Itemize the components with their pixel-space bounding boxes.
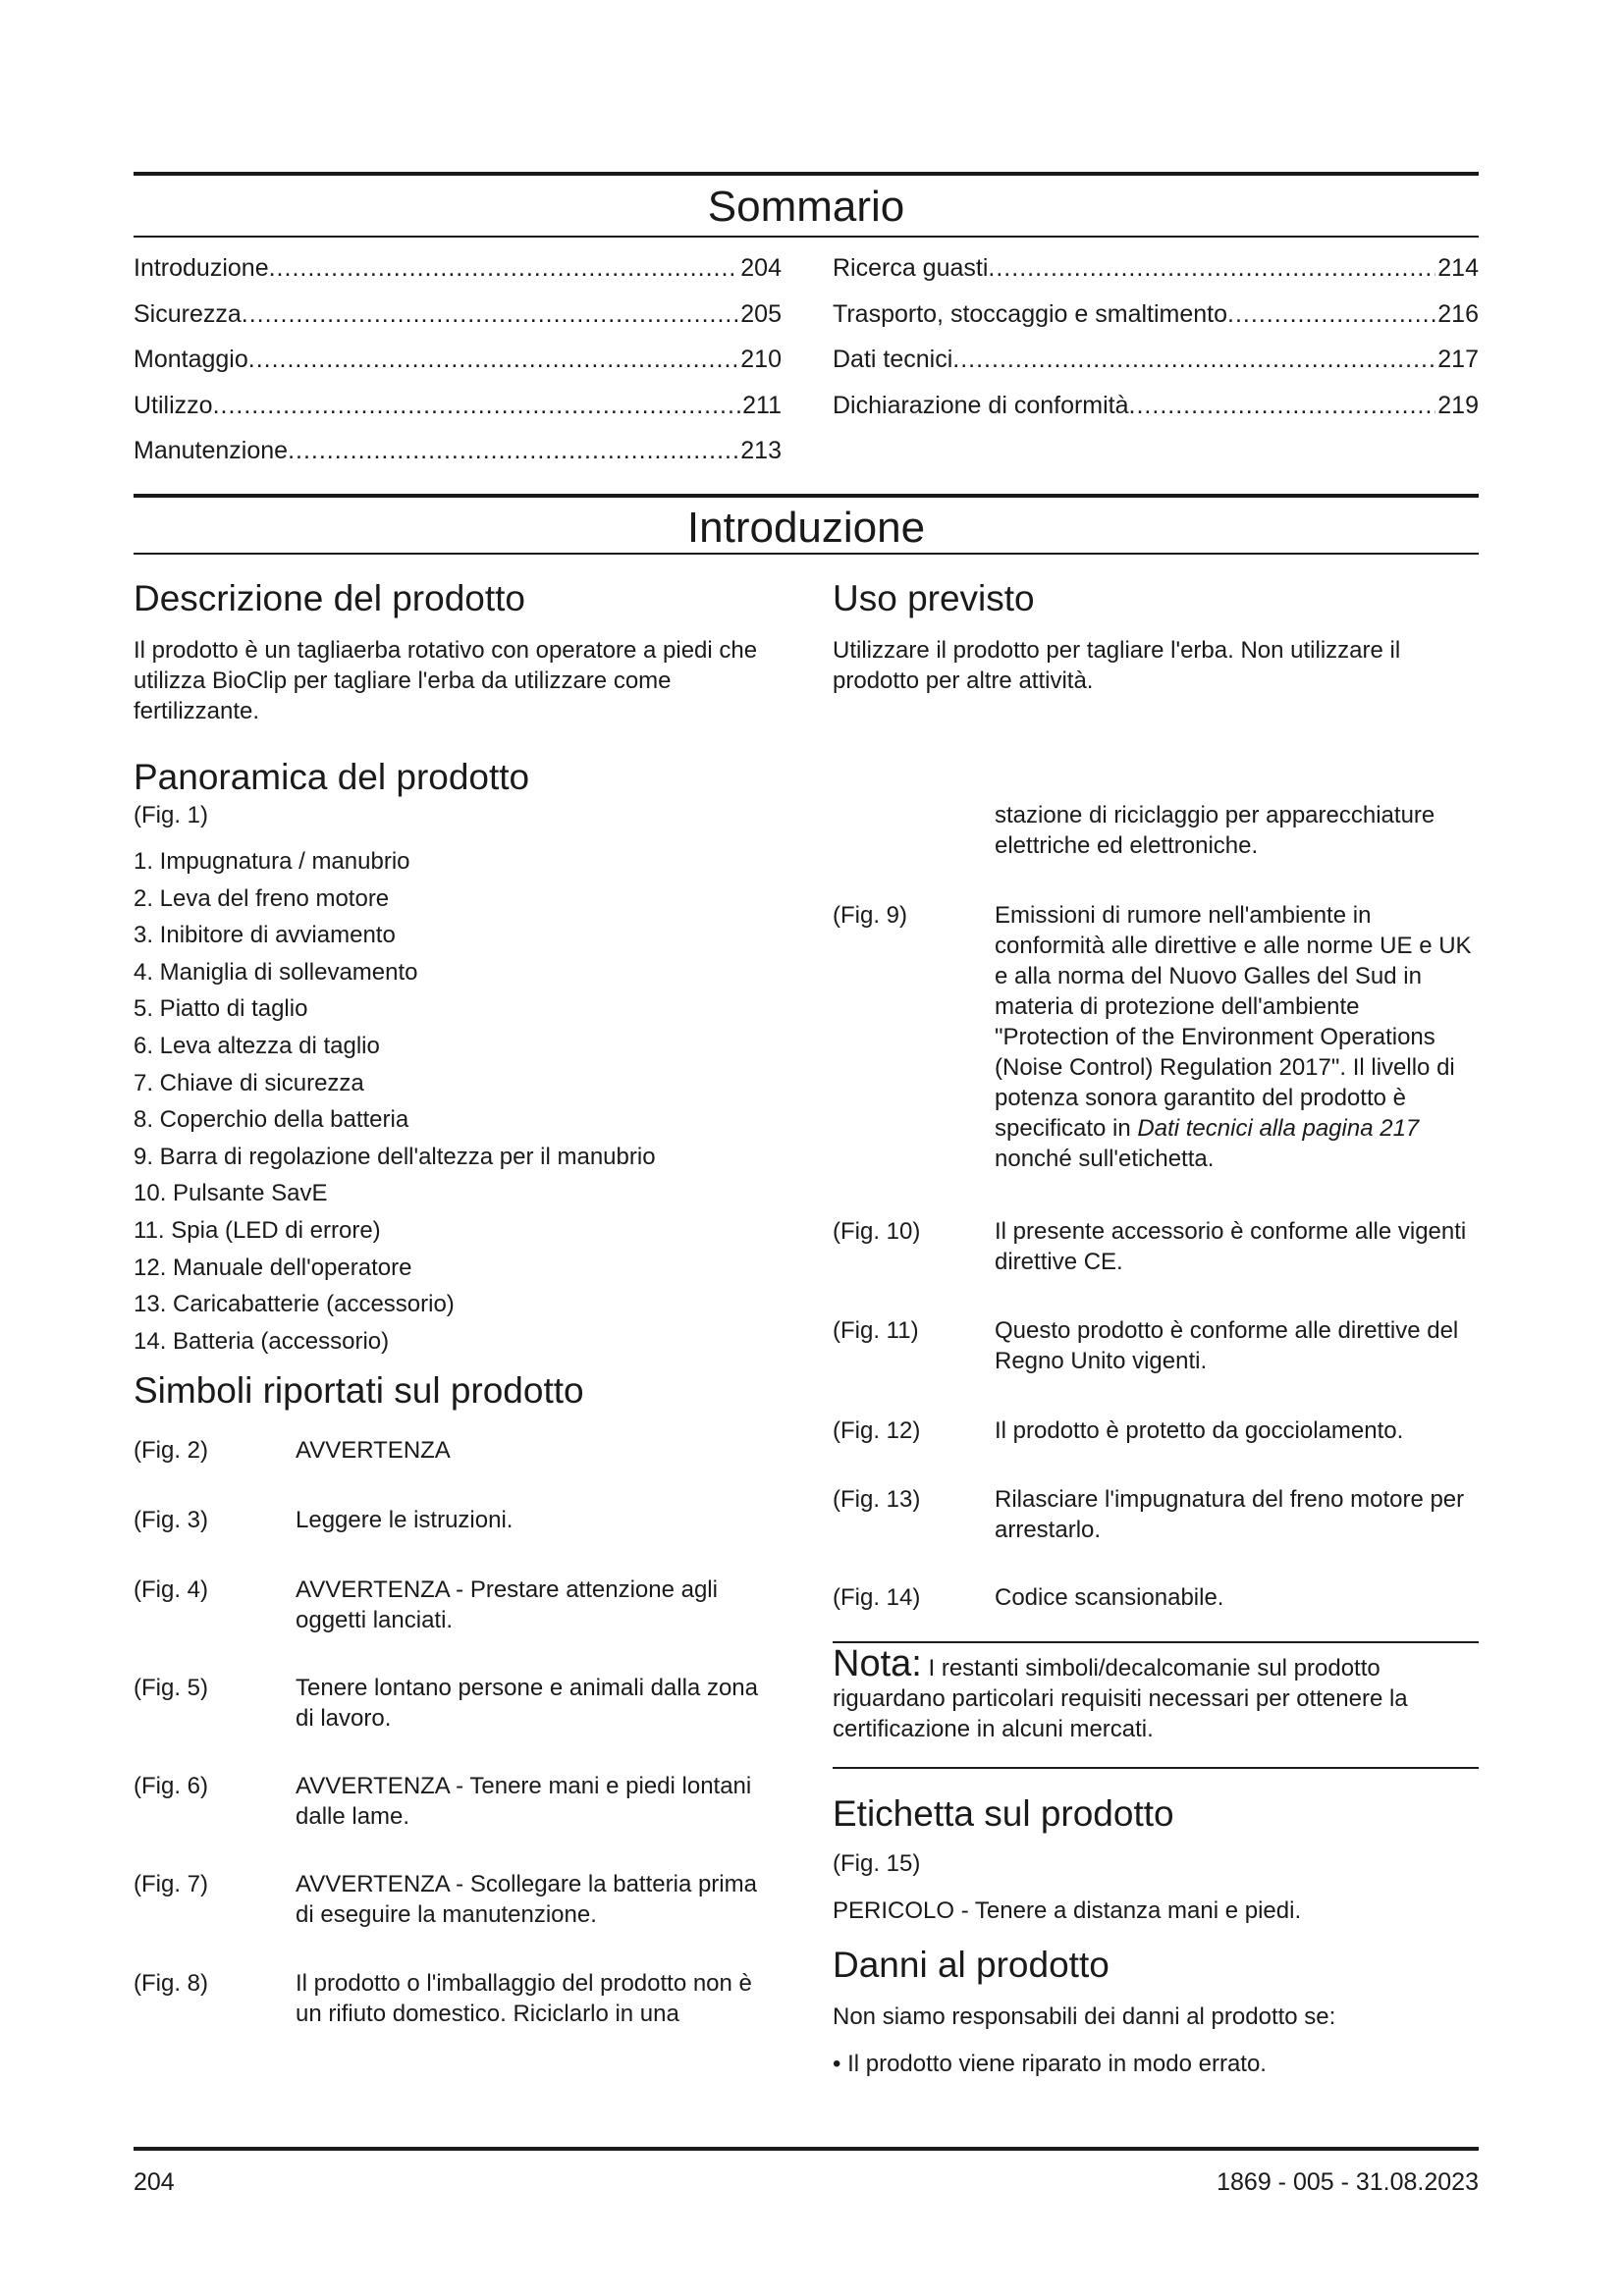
toc-entry-montaggio[interactable]: Montaggio ..... 210 <box>134 345 782 374</box>
descrizione-heading: Descrizione del prodotto <box>134 578 525 618</box>
list-item: 12. Manuale dell'operatore <box>134 1254 412 1281</box>
symbol-description: AVVERTENZA - Tenere mani e piedi lontani dalle lame. <box>296 1773 752 1830</box>
toc-entry-dichiarazione[interactable]: Dichiarazione di conformità ..... 219 <box>833 391 1479 420</box>
symbol-description: Rilasciare l'impugnatura del freno motore per arrestarlo. <box>995 1486 1465 1543</box>
list-item: 14. Batteria (accessorio) <box>134 1327 390 1355</box>
symbol-fig-ref: (Fig. 13) <box>833 1486 921 1513</box>
sommario-top-rule <box>134 172 1479 176</box>
symbol-description: Il prodotto è protetto da gocciolamento. <box>995 1417 1404 1444</box>
symbol-description: Emissioni di rumore nell'ambiente in conformità alle direttive e alle norme UE e UK e alla norma del Nuovo Galles del Sud in materia di protezione dell'ambiente "Protection of the Environment Operations (Noise Control) Regulation 2017". Il livello di potenza sonora garantito del prodotto è specificato in Dati tecnici alla pagina 217 nonché sull'etichetta. <box>995 902 1472 1172</box>
symbol-description: Leggere le istruzioni. <box>296 1507 514 1533</box>
toc-entry-utilizzo[interactable]: Utilizzo ..... 211 <box>134 391 782 420</box>
toc-entry-introduzione[interactable]: Introduzione ..... 204 <box>134 253 782 283</box>
toc-entry-manutenzione[interactable]: Manutenzione ..... 213 <box>134 436 782 465</box>
symbol-fig-ref: (Fig. 4) <box>134 1576 209 1603</box>
intro-title: Introduzione <box>686 504 926 552</box>
list-item: 11. Spia (LED di errore) <box>134 1216 381 1244</box>
symbol-fig-ref: (Fig. 7) <box>134 1871 209 1897</box>
symbol-description: AVVERTENZA - Prestare attenzione agli oggetti lanciati. <box>296 1576 718 1633</box>
panoramica-list <box>134 843 801 1360</box>
symbol-description: AVVERTENZA <box>296 1437 451 1464</box>
uso-previsto-text: Utilizzare il prodotto per tagliare l'erba. Non utilizzare il prodotto per altre attività. <box>833 637 1401 694</box>
toc-entry-trasporto[interactable]: Trasporto, stoccaggio e smaltimento ..... 216 <box>833 299 1479 329</box>
symbol-description: Il prodotto o l'imballaggio del prodotto non è un rifiuto domestico. Riciclarlo in una <box>296 1970 752 2027</box>
list-item: 10. Pulsante SavE <box>134 1180 328 1207</box>
etichetta-text: PERICOLO - Tenere a distanza mani e piedi. <box>833 1897 1302 1924</box>
nota-bottom-rule <box>833 1767 1479 1769</box>
nota-block <box>833 1643 1479 1744</box>
toc-left-column <box>134 253 782 482</box>
toc-right-column <box>833 253 1479 436</box>
nota-top-rule <box>833 1641 1479 1643</box>
page-number: 204 <box>134 2168 175 2196</box>
danni-bullet: • Il prodotto viene riparato in modo errato. <box>833 2051 1267 2077</box>
dati-tecnici-link[interactable]: Dati tecnici alla pagina 217 <box>1137 1115 1420 1142</box>
etichetta-heading: Etichetta sul prodotto <box>833 1793 1174 1834</box>
danni-heading: Danni al prodotto <box>833 1945 1110 1985</box>
panoramica-heading: Panoramica del prodotto <box>134 757 530 797</box>
list-item: 9. Barra di regolazione dell'altezza per il manubrio <box>134 1143 656 1170</box>
sommario-bottom-rule <box>134 236 1479 238</box>
toc-entry-sicurezza[interactable]: Sicurezza ..... 205 <box>134 299 782 329</box>
uso-previsto-heading: Uso previsto <box>833 578 1035 618</box>
toc-entry-dati-tecnici[interactable]: Dati tecnici ..... 217 <box>833 345 1479 374</box>
symbol-description: Il presente accessorio è conforme alle vigenti direttive CE. <box>995 1218 1467 1275</box>
list-item: 13. Caricabatterie (accessorio) <box>134 1291 455 1318</box>
etichetta-fig-ref: (Fig. 15) <box>833 1850 921 1877</box>
symbol-fig-ref: (Fig. 12) <box>833 1417 921 1444</box>
symbol-fig-ref: (Fig. 10) <box>833 1218 921 1245</box>
nota-label: Nota: <box>833 1643 922 1684</box>
symbol-description: Questo prodotto è conforme alle direttive del Regno Unito vigenti. <box>995 1317 1459 1374</box>
sommario-title: Sommario <box>707 183 905 231</box>
symbol-fig-ref: (Fig. 3) <box>134 1507 209 1533</box>
document-code: 1869 - 005 - 31.08.2023 <box>1217 2168 1479 2196</box>
symbol-description: Codice scansionabile. <box>995 1584 1224 1611</box>
list-item: 4. Maniglia di sollevamento <box>134 958 418 986</box>
fig8-continuation: stazione di riciclaggio per apparecchiature elettriche ed elettroniche. <box>995 802 1435 859</box>
toc-entry-ricerca-guasti[interactable]: Ricerca guasti ..... 214 <box>833 253 1479 283</box>
simboli-heading: Simboli riportati sul prodotto <box>134 1370 584 1411</box>
intro-top-rule <box>134 494 1479 498</box>
panoramica-fig-ref: (Fig. 1) <box>134 802 209 828</box>
footer-rule <box>134 2147 1479 2151</box>
list-item: 5. Piatto di taglio <box>134 995 308 1023</box>
list-item: 2. Leva del freno motore <box>134 884 390 912</box>
symbol-fig-ref: (Fig. 9) <box>833 902 908 929</box>
list-item: 3. Inibitore di avviamento <box>134 922 396 949</box>
list-item: 7. Chiave di sicurezza <box>134 1069 364 1096</box>
symbol-fig-ref: (Fig. 11) <box>833 1317 919 1344</box>
symbol-description: Tenere lontano persone e animali dalla zona di lavoro. <box>296 1675 758 1732</box>
symbol-fig-ref: (Fig. 14) <box>833 1584 921 1611</box>
danni-text: Non siamo responsabili dei danni al prodotto se: <box>833 2003 1336 2030</box>
symbol-fig-ref: (Fig. 5) <box>134 1675 209 1701</box>
intro-bottom-rule <box>134 553 1479 555</box>
symbol-description: AVVERTENZA - Scollegare la batteria prima di eseguire la manutenzione. <box>296 1871 757 1928</box>
descrizione-text: Il prodotto è un tagliaerba rotativo con operatore a piedi che utilizza BioClip per tagliare l'erba da utilizzare come fertilizzante. <box>134 637 758 724</box>
symbol-fig-ref: (Fig. 8) <box>134 1970 209 1997</box>
list-item: 8. Coperchio della batteria <box>134 1106 409 1134</box>
nota-text: I restanti simboli/decalcomanie sul prodotto riguardano particolari requisiti necessari per ottenere la certificazione in alcuni mercati. <box>833 1655 1408 1742</box>
symbol-fig-ref: (Fig. 6) <box>134 1773 209 1799</box>
list-item: 1. Impugnatura / manubrio <box>134 848 410 875</box>
list-item: 6. Leva altezza di taglio <box>134 1032 380 1059</box>
symbol-fig-ref: (Fig. 2) <box>134 1437 209 1464</box>
